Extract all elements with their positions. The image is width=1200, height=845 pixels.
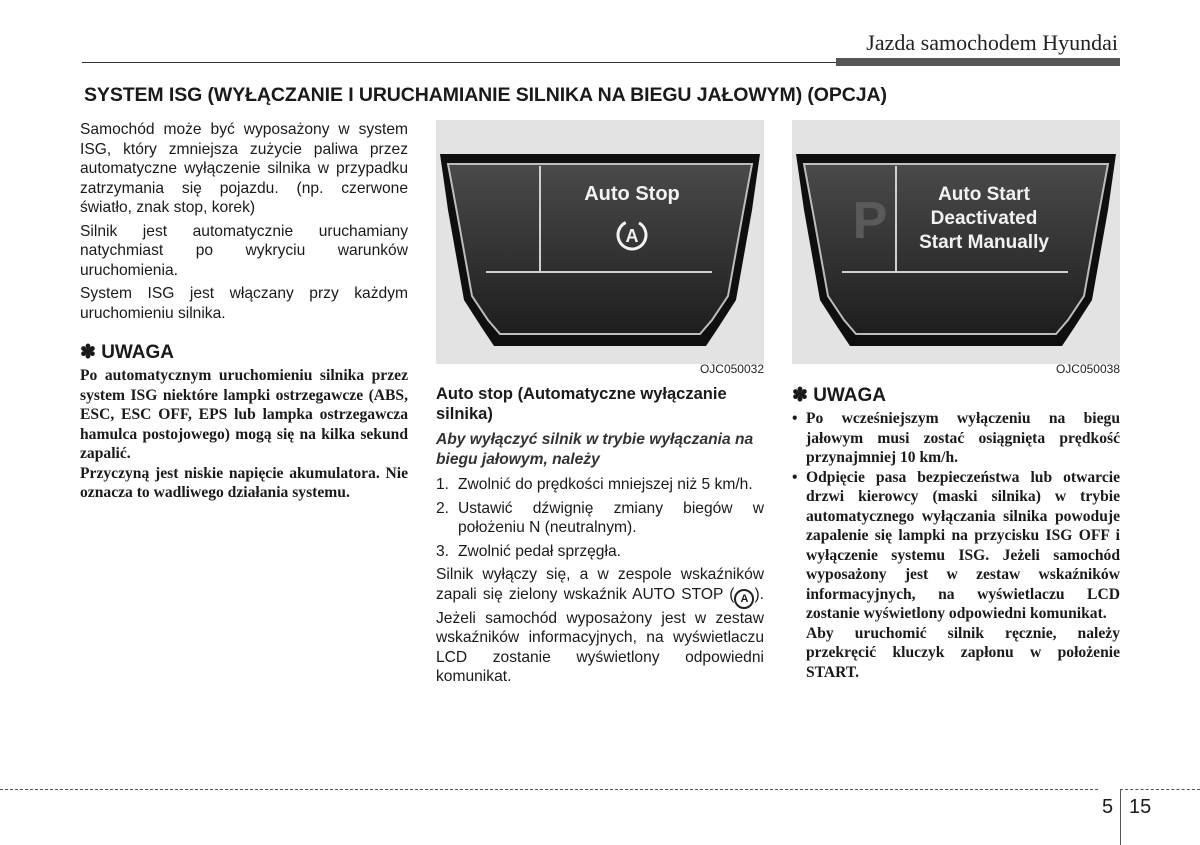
step-number: 3. xyxy=(436,542,450,560)
warning-heading: ✽ UWAGA xyxy=(80,342,175,363)
step-item xyxy=(436,542,764,562)
warning-bullet-continuation: Aby uruchomić silnik ręcznie, należy przekręcić kluczyk zapłonu w położenie START. xyxy=(806,624,1120,681)
bullet-marker: • xyxy=(792,468,798,486)
display-text-auto-stop: Auto Stop xyxy=(584,183,680,205)
auto-stop-result-paragraph xyxy=(436,565,764,687)
step-text: Zwolnić do prędkości mniejszej niż 5 km/h. xyxy=(458,476,753,493)
column-left xyxy=(80,120,408,503)
footer-separator xyxy=(1120,790,1121,845)
running-header-title: Jazda samochodem Hyundai xyxy=(866,30,1118,55)
auto-stop-heading: Auto stop (Automatyczne wyłączanie silnika) xyxy=(436,385,727,423)
auto-stop-indicator-icon: A xyxy=(734,589,754,609)
header-rule xyxy=(82,62,838,63)
warning-paragraph-1: Po automatycznym uruchomieniu silnika przez system ISG niektóre lampki ostrzegawcze (ABS, ESC, ESC OFF, EPS lub lampka ostrzegawcza hamulca postojowego) mogą się na kilka sekund zapalić. xyxy=(80,367,408,462)
step-item xyxy=(436,499,764,538)
step-item xyxy=(436,475,764,495)
warning-bullet-text: Po wcześniejszym wyłączeniu na biegu jałowym musi zostać osiągnięta prędkość przynajmniej 10 km/h. xyxy=(806,410,1120,466)
chapter-number: 5 xyxy=(1102,796,1114,818)
auto-stop-icon-letter: A xyxy=(625,226,639,246)
warning-heading: ✽ UWAGA xyxy=(792,385,887,406)
section-title: SYSTEM ISG (WYŁĄCZANIE I URUCHAMIANIE SILNIKA NA BIEGU JAŁOWYM) (OPCJA) xyxy=(84,84,887,106)
step-text: Zwolnić pedał sprzęgła. xyxy=(458,542,621,560)
auto-stop-intro: Aby wyłączyć silnik w trybie wyłączania na biegu jałowym, należy xyxy=(436,431,754,468)
cluster-display-auto-stop-illustration xyxy=(436,120,764,364)
footer-rule-right xyxy=(1120,789,1200,790)
step-text: Ustawić dźwignię zmiany biegów w położeniu N (neutralnym). xyxy=(458,499,764,536)
warning-bullet-text: Odpięcie pasa bezpieczeństwa lub otwarcie drzwi kierowcy (maski silnika) w trybie automatycznego wyłączania silnika powoduje zapalenie się lampki na przycisku ISG OFF i wyłączenie systemu ISG. Jeżeli samochód wyposażony jest w zestaw wskaźników informacyjnych, na wyświetlaczu LCD zostanie wyświetlony odpowiedni komunikat. xyxy=(806,468,1120,622)
figure-code-1: OJC050032 xyxy=(699,362,764,376)
result-text-start: Silnik wyłączy się, a w zespole wskaźników zapali się zielony wskaźnik AUTO STOP ( xyxy=(436,566,764,603)
footer-rule xyxy=(0,789,1098,790)
step-number: 1. xyxy=(436,476,450,493)
step-number: 2. xyxy=(436,499,450,517)
display-line-1: Auto Start xyxy=(938,184,1030,205)
gear-indicator-letter: P xyxy=(852,192,888,250)
warning-paragraph-2: Przyczyną jest niskie napięcie akumulatora. Nie oznacza to wadliwego działania systemu. xyxy=(80,464,408,501)
cluster-display-auto-start-illustration xyxy=(792,120,1120,364)
intro-paragraph-3: System ISG jest włączany przy każdym uruchomieniu silnika. xyxy=(80,285,408,322)
column-middle xyxy=(436,384,764,687)
bullet-marker: • xyxy=(792,410,798,427)
display-line-3: Start Manually xyxy=(919,232,1049,253)
column-right xyxy=(792,384,1120,682)
display-line-2: Deactivated xyxy=(930,208,1038,229)
warning-bullet xyxy=(792,468,1120,624)
intro-paragraph-2: Silnik jest automatycznie uruchamiany natychmiast po wykryciu warunków uruchomienia. xyxy=(80,222,408,279)
figure-auto-start-deactivated xyxy=(792,120,1120,364)
figure-auto-stop xyxy=(436,120,764,364)
intro-paragraph-1: Samochód może być wyposażony w system ISG, który zmniejsza zużycie paliwa przez automatyczne wyłączenie silnika w przypadku zatrzymania się pojazdu. (np. czerwone światło, znak stop, korek) xyxy=(80,121,408,216)
warning-bullet xyxy=(792,409,1120,468)
result-text-end: ). Jeżeli samochód wyposażony jest w zestaw wskaźników informacyjnych, na wyświetlaczu LCD zostanie wyświetlony odpowiedni komunikat. xyxy=(436,585,764,685)
figure-code-2: OJC050038 xyxy=(1055,362,1120,376)
page-number: 15 xyxy=(1129,796,1152,818)
header-rule-accent xyxy=(836,58,1120,66)
